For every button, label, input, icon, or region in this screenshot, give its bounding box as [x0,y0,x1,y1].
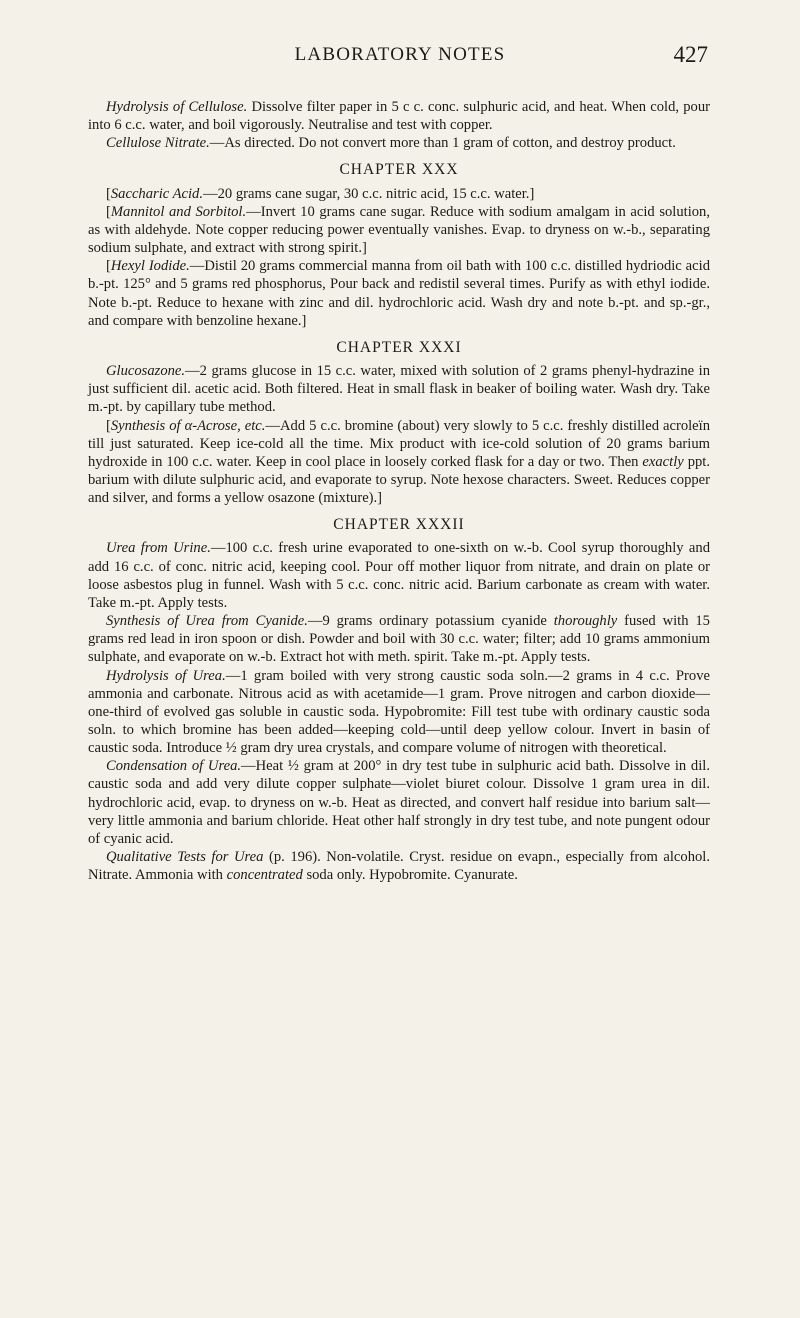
paragraph [88,134,710,152]
paragraph [88,612,710,666]
paragraph-title: Cellulose Nitrate. [106,135,210,152]
paragraph [88,848,710,884]
paragraph-title: Condensation of Urea. [106,758,242,775]
paragraph-text: (p. 196). Non-volatile. Cryst. residue on evapn., especially from alcohol. Nitrate. Ammonia with [88,849,710,884]
paragraph-text: —2 grams glucose in 15 c.c. water, mixed with solution of 2 grams phenyl-hydrazine in just sufficient dil. acetic acid. Both filtered. Heat in small flask in beaker of boiling water. Wash dry. Take m.-pt. by capillary tube method. [88,363,710,416]
paragraph-title: Synthesis of Urea from Cyanide. [106,613,308,630]
paragraph-title: Mannitol and Sorbitol. [110,203,247,220]
emphasis: concentrated [226,867,303,884]
paragraph-text: —20 grams cane sugar, 30 c.c. nitric acid, 15 c.c. water.] [203,185,535,202]
paragraph [88,185,710,203]
bracket: [ [106,258,111,275]
paragraph-text: —1 gram boiled with very strong caustic soda soln.—2 grams in 4 c.c. Prove ammonia and carbonate. Nitrous acid as with acetamide—1 gram. Prove nitrogen and carbon dioxide—one-third of evolved gas soluble in caustic soda. Hypobromite: Fill test tube with ordinary caustic soda soln. to which bromine has been added—keeping cold—until deep yellow colour. Invert in basin of caustic soda. Introduce ½ gram dry urea crystals, and compare volume of nitrogen with theoretical. [88,667,710,757]
paragraph-title: Saccharic Acid. [110,185,204,202]
paragraph-text: ppt. barium with dilute sulphuric acid, and evaporate to syrup. Note hexose characters. Sweet. Reduces copper and silver, and forms a yellow osazone (mixture).] [88,453,710,507]
paragraph [88,667,710,758]
bracket: [ [106,417,111,434]
chapter-heading: CHAPTER XXXII [333,516,465,534]
running-head [0,42,800,72]
paragraph-title: Glucosazone. [106,363,186,380]
paragraph-text: fused with 15 grams red lead in iron spoon or dish. Powder and boil with 30 c.c. water; filter; add 10 grams ammonium sulphate, and evaporate on w.-b. Extract hot with meth. spirit. Take m.-pt. Apply tests. [88,613,710,666]
paragraph-title: Hexyl Iodide. [110,258,190,275]
paragraph-title: Urea from Urine. [106,540,211,557]
paragraph-title: Qualitative Tests for Urea [106,849,264,866]
page-number: 427 [673,42,708,67]
paragraph [88,98,710,134]
paragraph-text: —Add 5 c.c. bromine (about) very slowly to 5 c.c. freshly distilled acroleïn till just saturated. Keep ice-cold all the time. Mix product with ice-cold solution of 20 grams barium hydroxide in 100 c.c. water. Keep in cool place in loosely corked flask for a day or two. Then [88,417,711,470]
paragraph-text: —Invert 10 grams cane sugar. Reduce with sodium amalgam in acid solution, as with aldehyde. Note copper reducing power eventually vanishes. Evap. to dryness on w.-b., separating sodium sulphate, and extract with strong spirit.] [88,203,710,257]
chapter-heading: CHAPTER XXX [339,161,459,179]
bracket: [ [106,185,111,202]
paragraph [88,757,710,848]
bracket: [ [106,203,111,220]
chapter-heading: CHAPTER XXXI [336,338,462,356]
emphasis: exactly [642,453,684,470]
paragraph-text: —9 grams ordinary potassium cyanide [307,613,554,630]
paragraph [88,539,710,612]
paragraph-text: —100 c.c. fresh urine evaporated to one-sixth on w.-b. Cool syrup thoroughly and add 16 c.c. of conc. nitric acid, keeping cool. Pour off mother liquor from nitrate, and drain on plate or loose asbestos plug in funnel. Wash with 5 c.c. conc. nitric acid. Barium carbonate as cream with water. Take m.-pt. Apply tests. [88,540,710,611]
page-title: LABORATORY NOTES [294,44,506,65]
paragraph-title: Hydrolysis of Cellulose. [106,99,248,115]
paragraph [88,203,710,257]
emphasis: thoroughly [553,613,618,630]
paragraph-text: —Heat ½ gram at 200° in dry test tube in sulphuric acid bath. Dissolve in dil. caustic soda and add very dilute copper sulphate—violet biuret colour. Dissolve 1 gram urea in dil. hydrochloric acid, evap. to dryness on w.-b. Heat as directed, and convert half residue into barium salt—very little ammonia and barium chloride. Heat other half strongly in dry test tube, and note pungent odour of cyanic acid. [88,758,710,847]
paragraph-text: soda only. Hypobromite. Cyanurate. [302,867,518,884]
paragraph-title: Synthesis of α-Acrose, etc. [110,417,266,434]
paragraph [88,257,710,330]
paragraph-text: —Distil 20 grams commercial manna from oil bath with 100 c.c. distilled hydriodic acid b.-pt. 125° and 5 grams red phosphorus, Pour back and redistil several times. Purify as with ethyl iodide. Note b.-pt. Reduce to hexane with zinc and dil. hydrochloric acid. Wash dry and note b.-pt. and sp.-gr., and compare with benzoline hexane.] [88,258,710,329]
paragraph-text: Dissolve filter paper in 5 c c. conc. sulphuric acid, and heat. When cold, pour into 6 c.c. water, and boil vigorously. Neutralise and test with copper. [88,99,710,134]
paragraph-text: —As directed. Do not convert more than 1 gram of cotton, and destroy product. [209,135,676,152]
paragraph [88,362,710,416]
paragraph [88,417,710,508]
paragraph-title: Hydrolysis of Urea. [106,667,226,684]
page-body [88,98,710,884]
